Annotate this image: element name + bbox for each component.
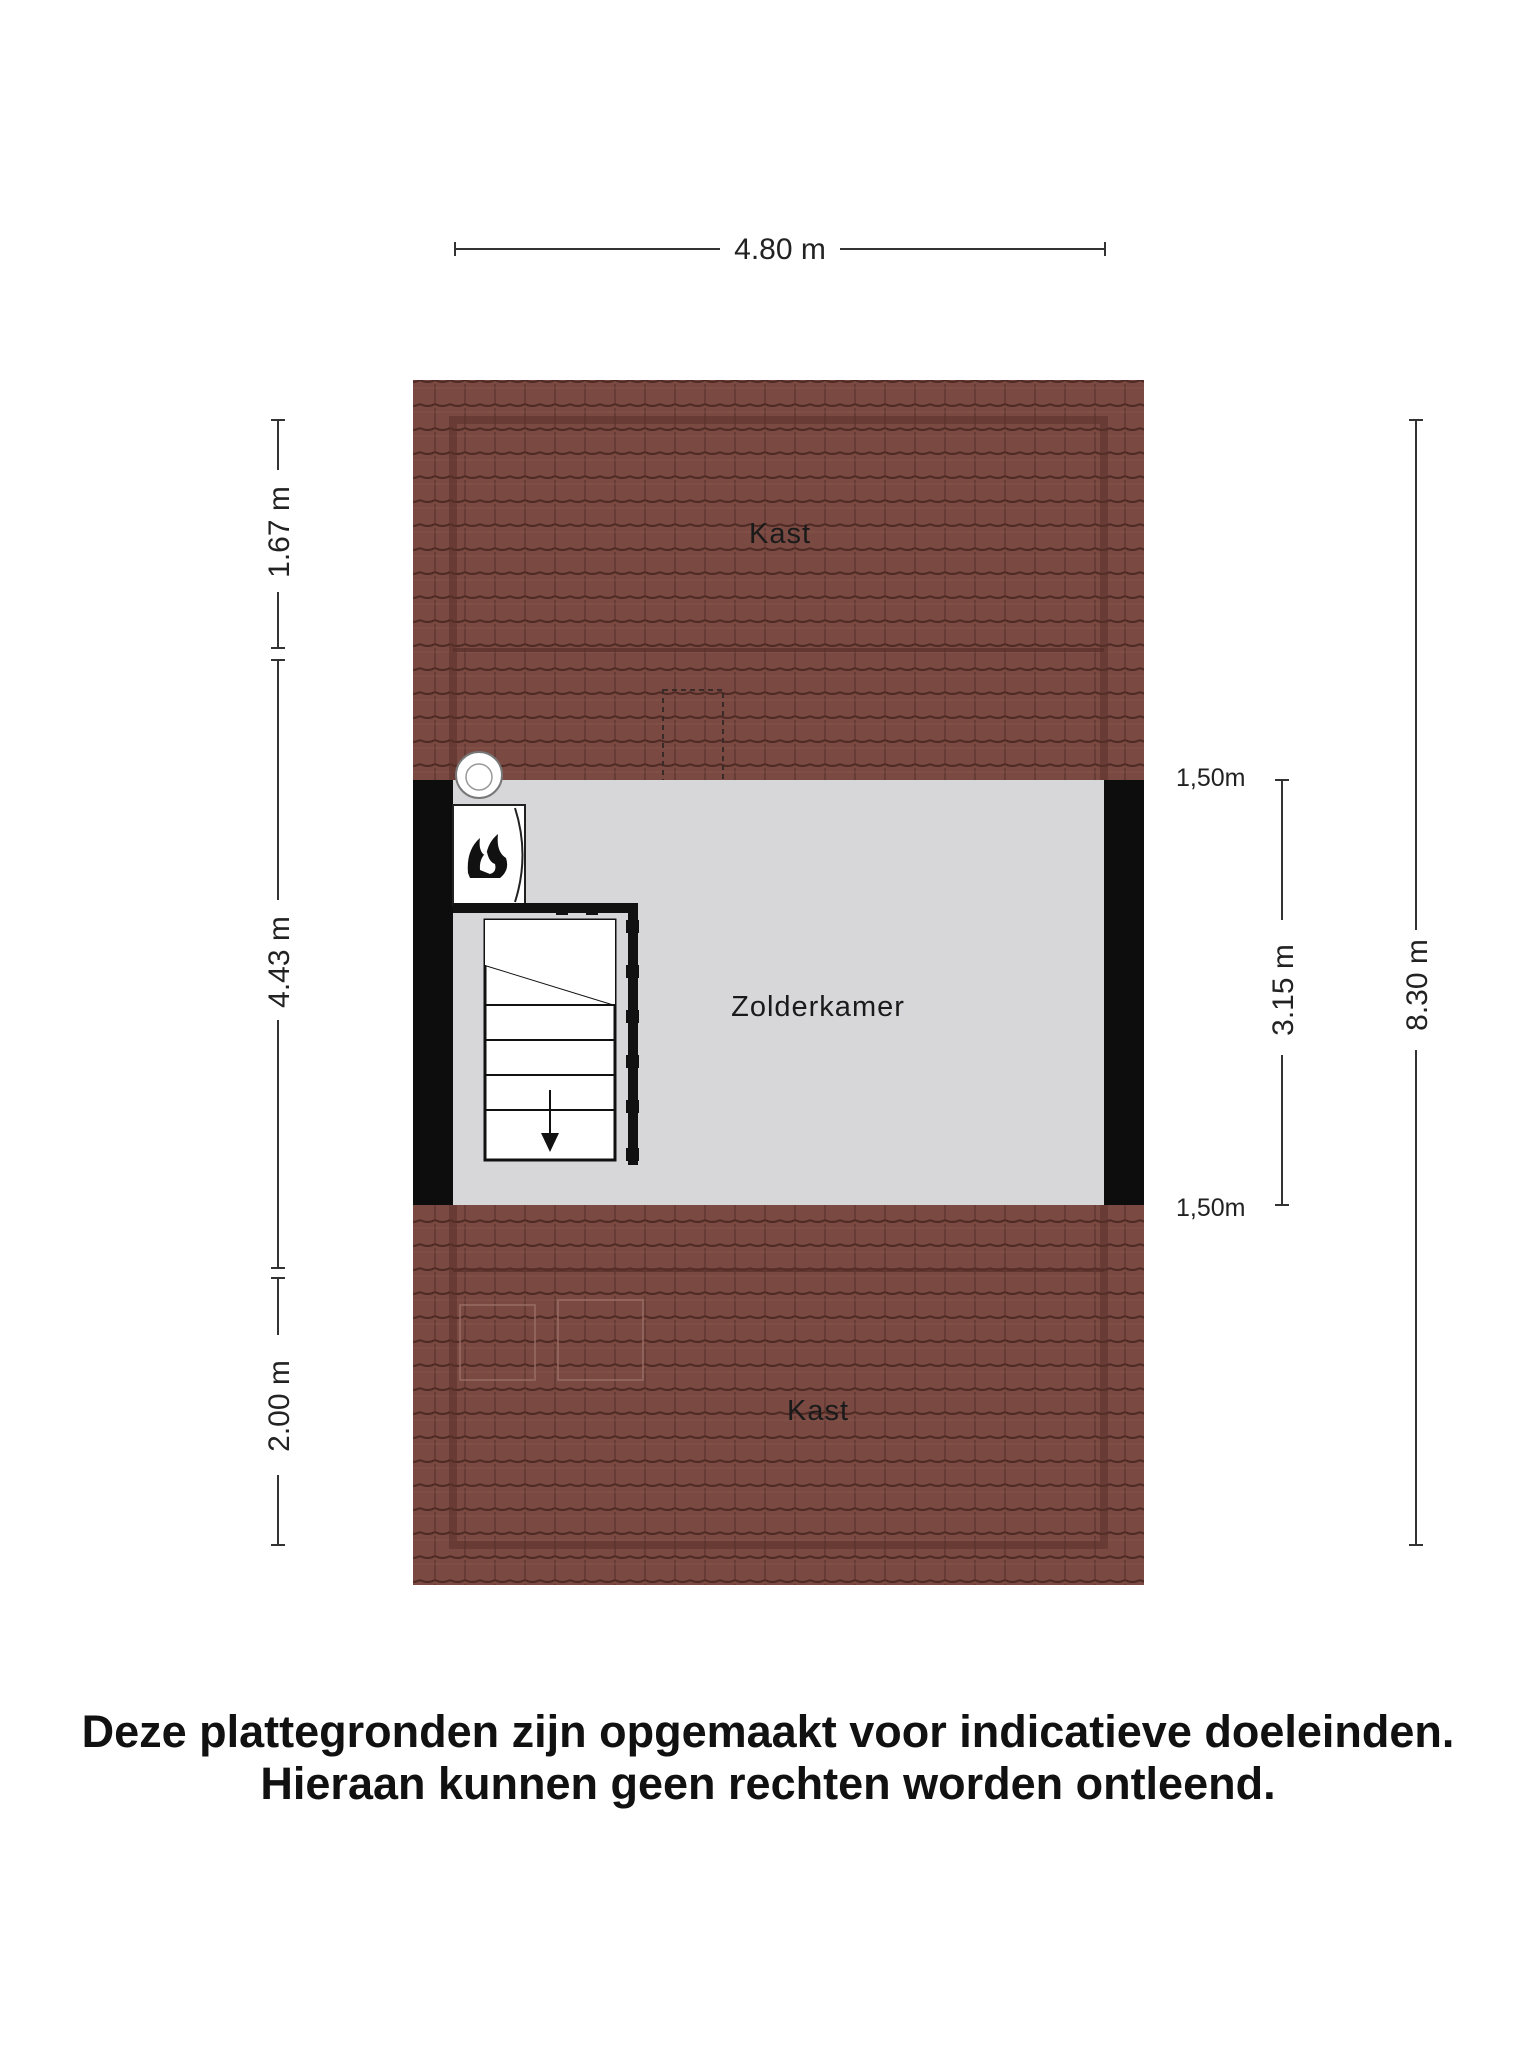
knee-wall-bottom-label: 1,50m [1176, 1194, 1246, 1222]
dimension-left-bottom-label: 2.00 m [263, 1360, 296, 1452]
roof-bottom [413, 1205, 1144, 1585]
staircase [453, 903, 639, 1165]
disclaimer-line-1: Deze plattegronden zijn opgemaakt voor indicatieve doeleinden. [81, 1706, 1455, 1757]
room-label-kast-bottom: Kast [786, 1395, 850, 1427]
room-label-kast-top: Kast [748, 518, 812, 550]
room-label-zolderkamer: Zolderkamer [731, 991, 905, 1023]
dimension-right-inner-label: 3.15 m [1267, 944, 1300, 1036]
dimension-left-top-label: 1.67 m [263, 486, 296, 578]
wall-left [413, 780, 453, 1205]
dimension-top [455, 233, 1105, 266]
dimension-top-label: 4.80 m [734, 233, 826, 266]
disclaimer-line-2: Hieraan kunnen geen rechten worden ontleend. [260, 1758, 1276, 1809]
boiler-icon [456, 752, 502, 798]
wall-right [1104, 780, 1144, 1205]
dimension-right-total-label: 8.30 m [1401, 939, 1434, 1031]
dimension-right-total [1401, 420, 1434, 1545]
roof-top [413, 380, 1144, 780]
dimension-left [263, 420, 296, 1545]
dimension-right-inner [1176, 764, 1300, 1222]
knee-wall-top-label: 1,50m [1176, 764, 1246, 792]
dimension-left-middle-label: 4.43 m [263, 916, 296, 1008]
